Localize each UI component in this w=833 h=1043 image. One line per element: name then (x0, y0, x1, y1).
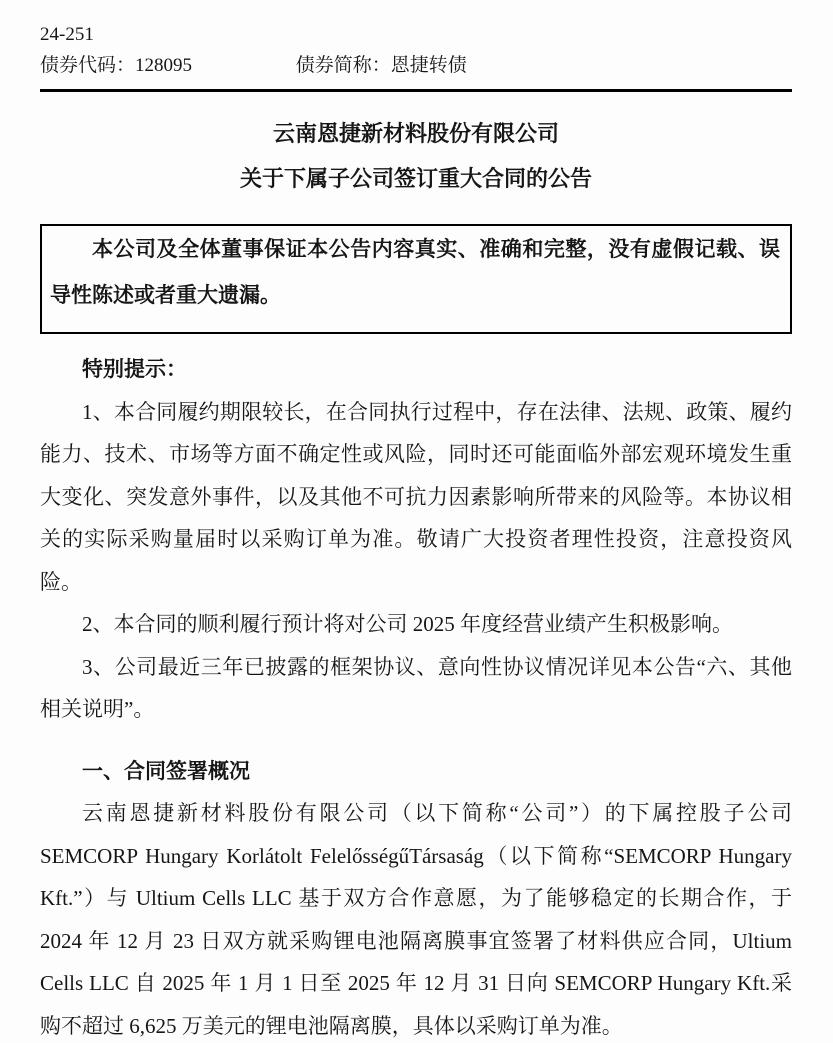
special-notice-item-1: 1、本合同履约期限较长，在合同执行过程中，存在法律、法规、政策、履约能力、技术、市场等方面不确定性或风险，同时还可能面临外部宏观环境发生重大变化、突发意外事件，以及其他不可抗力因素影响所带来的风险等。本协议相关的实际采购量届时以采购订单为准。敬请广大投资者理性投资，注意投资风险。 (40, 399, 792, 594)
special-notice-item-3: 3、公司最近三年已披露的框架协议、意向性协议情况详见本公告“六、其他相关说明”。 (40, 654, 792, 721)
section-one-heading: 一、合同签署概况 (82, 758, 250, 783)
bond-abbr-value: 恩捷转债 (390, 55, 467, 76)
section-one-paragraph: 云南恩捷新材料股份有限公司（以下简称“公司”）的下属控股子公司 SEMCORP Hungary Korlátolt FelelősségűTársaság（以下简称“SEMCORP Hungary Kft.”）与 Ultium Cells LLC 基于双方合作意愿，为了能够稳定的长期合作，于 2024 年 12 月 23 日双方就采购锂电池隔离膜事宜签署了材料供应合同，Ultium Cells LLC 自 2025 年 1 月 1 日至 2025 年 12 月 31 日向 SEMCORP Hungary Kft.采购不超过 6,625 万美元的锂电池隔离膜，具体以采购订单为准。 (40, 801, 792, 1038)
bond-abbr-label: 债券简称： (295, 55, 391, 76)
disclaimer-text: 本公司及全体董事保证本公告内容真实、准确和完整，没有虚假记载、误导性陈述或者重大遗漏。 (50, 237, 780, 307)
doc-number: 24-251 (40, 24, 94, 45)
document-header (40, 22, 792, 80)
company-title: 云南恩捷新材料股份有限公司 (272, 121, 559, 146)
bond-code-value: 128095 (135, 55, 193, 76)
header-divider (40, 89, 792, 92)
bond-code-label: 债券代码： (40, 55, 136, 76)
bond-abbr (296, 55, 467, 76)
announcement-title: 关于下属子公司签订重大合同的公告 (239, 166, 592, 191)
disclaimer-box (40, 224, 792, 334)
bond-info-row (40, 51, 792, 80)
special-notice-item-2: 2、本合同的顺利履行预计将对公司 2025 年度经营业绩产生积极影响。 (82, 612, 733, 636)
bond-code (40, 55, 192, 76)
special-notice-heading: 特别提示： (82, 357, 187, 381)
